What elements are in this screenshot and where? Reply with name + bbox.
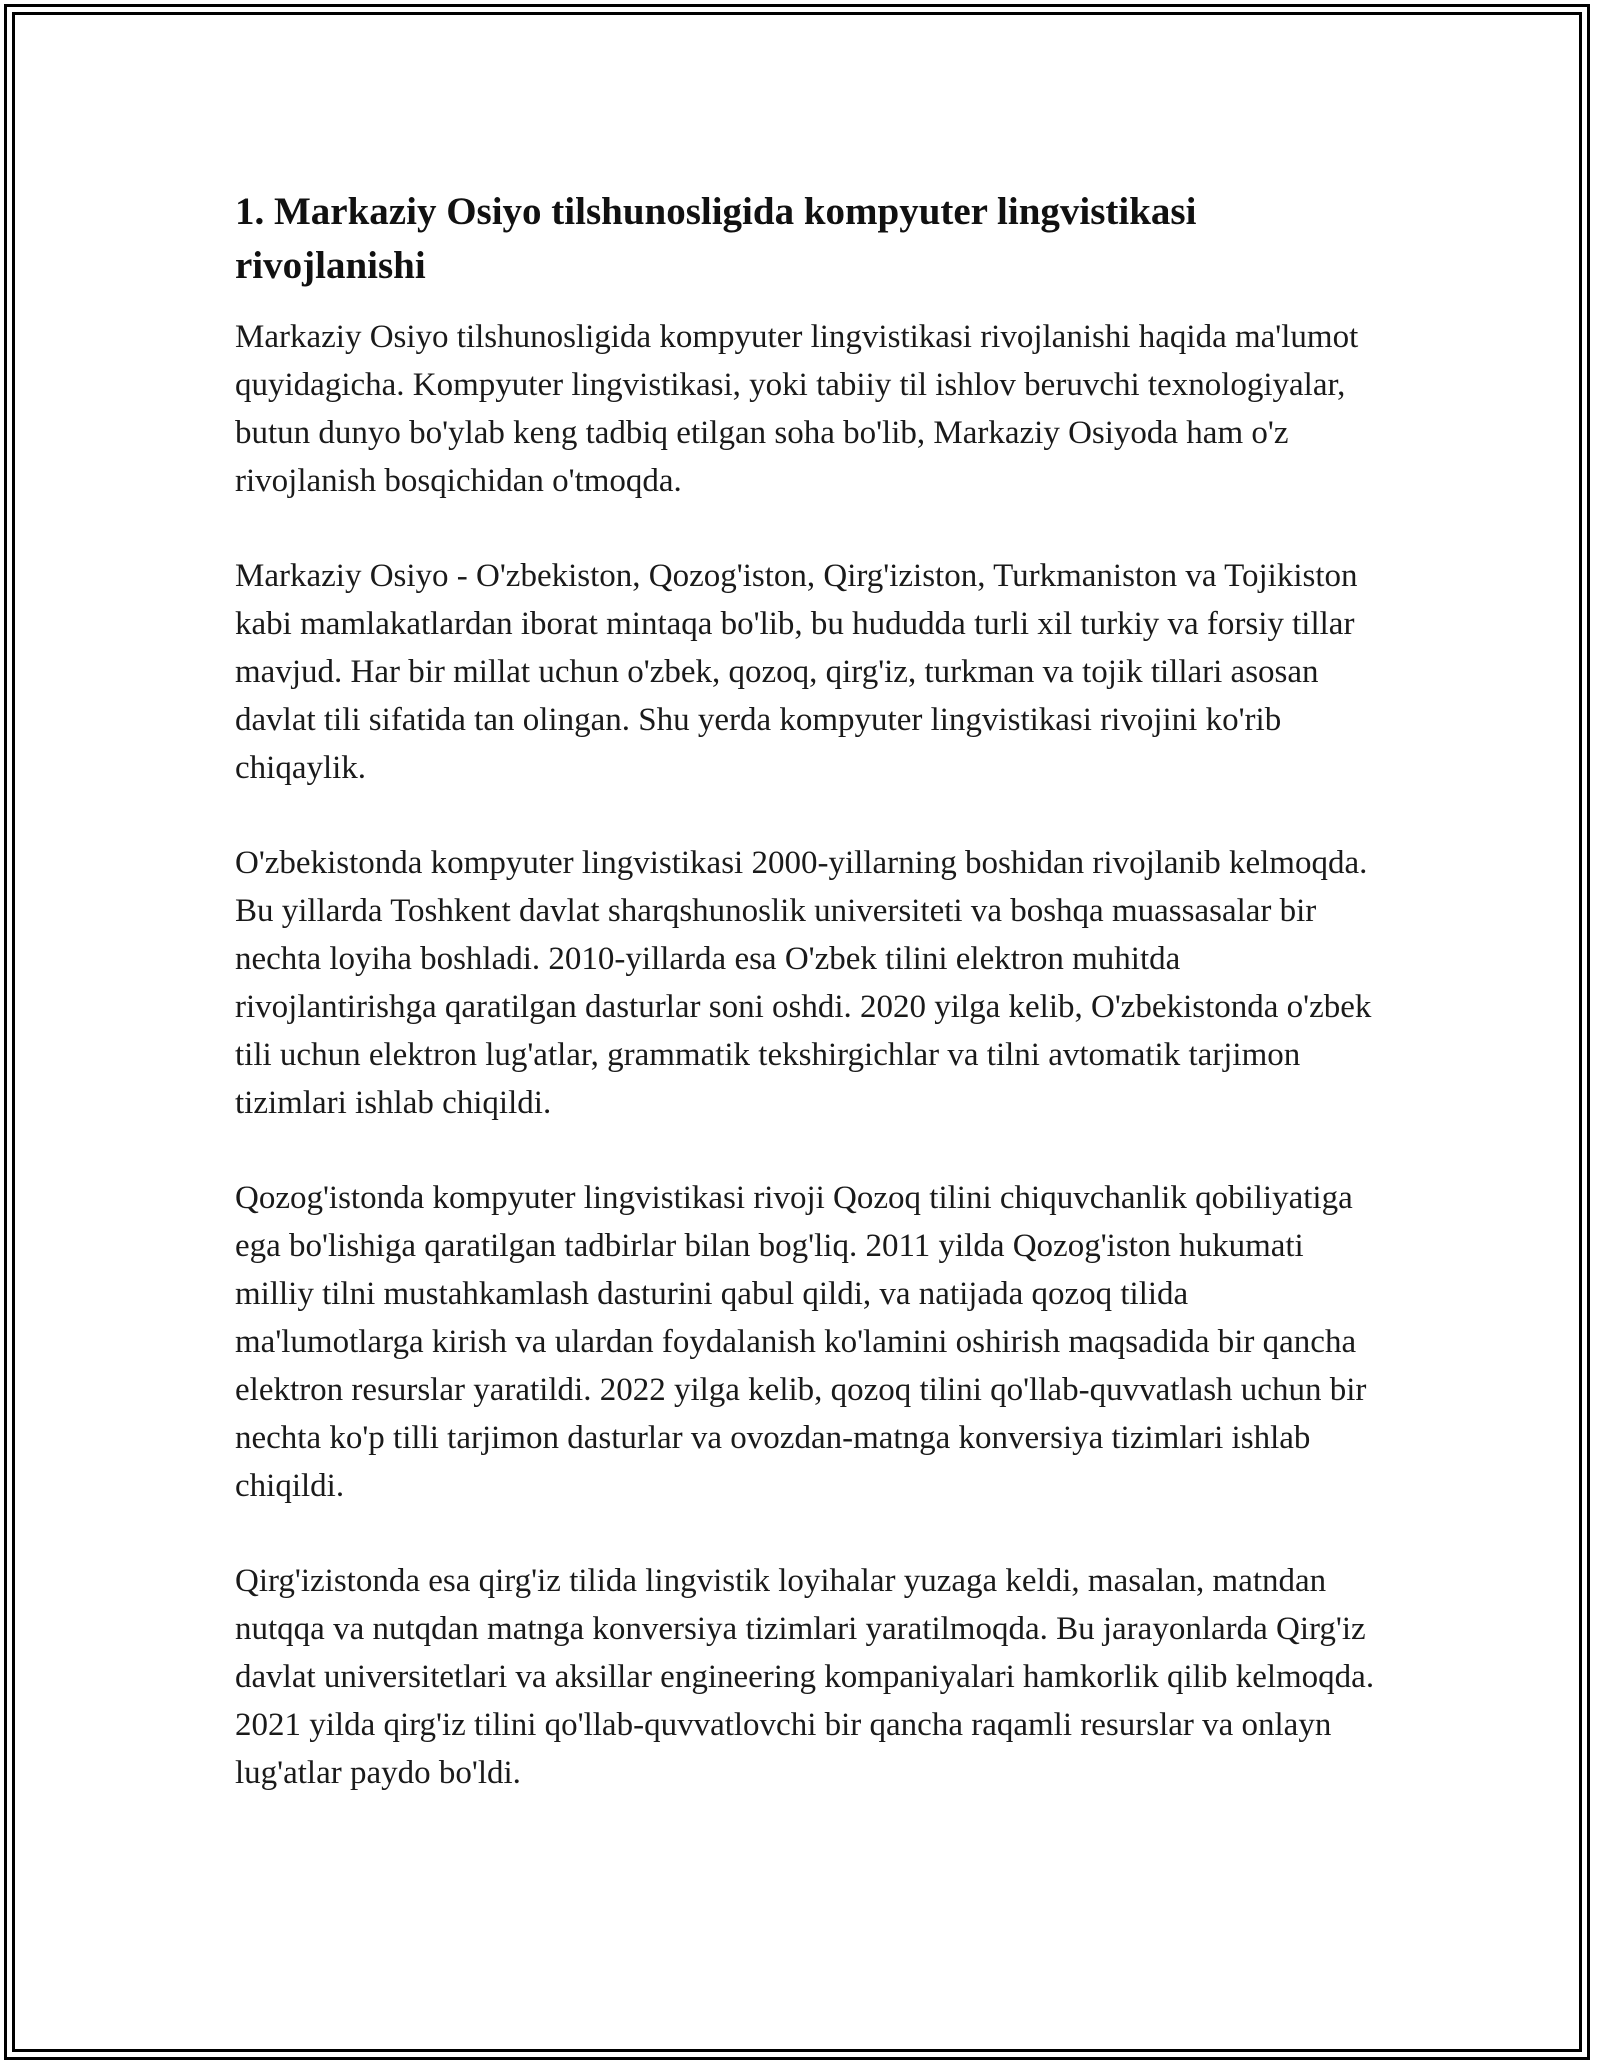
paragraph-kyrgyzstan: Qirg'izistonda esa qirg'iz tilida lingvistik loyihalar yuzaga keldi, masalan, matndan nutqqa va nutqdan matnga konversiya tizimlari yaratilmoqda. Bu jarayonlarda Qirg'iz davlat universitetlari va aksillar engineering kompaniyalari hamkorlik qilib kelmoqda. 2021 yilda qirg'iz tilini qo'llab-quvvatlovchi bir qancha raqamli resurslar va onlayn lug'atlar paydo bo'ldi.: [235, 1563, 1375, 1791]
paragraph-region: Markaziy Osiyo - O'zbekiston, Qozog'iston, Qirg'iziston, Turkmaniston va Tojikiston kabi mamlakatlardan iborat mintaqa bo'lib, bu hududda turli xil turkiy va forsiy tillar mavjud. Har bir millat uchun o'zbek, qozoq, qirg'iz, turkman va tojik tillari asosan davlat tili sifatida tan olingan. Shu yerda kompyuter lingvistikasi rivojini ko'rib chiqaylik.: [235, 558, 1358, 786]
paragraph-intro: Markaziy Osiyo tilshunosligida kompyuter lingvistikasi rivojlanishi haqida ma'lumot quyidagicha. Kompyuter lingvistikasi, yoki tabiiy til ishlov beruvchi texnologiyalar, butun dunyo bo'ylab keng tadbiq etilgan soha bo'lib, Markaziy Osiyoda ham o'z rivojlanish bosqichidan o'tmoqda.: [235, 319, 1359, 499]
section-heading: 1. Markaziy Osiyo tilshunosligida kompyuter lingvistikasi rivojlanishi: [235, 190, 1197, 287]
paragraph-kazakhstan: Qozog'istonda kompyuter lingvistikasi rivoji Qozoq tilini chiquvchanlik qobiliyatiga ega bo'lishiga qaratilgan tadbirlar bilan bog'liq. 2011 yilda Qozog'iston hukumati milliy tilni mustahkamlash dasturini qabul qildi, va natijada qozoq tilida ma'lumotlarga kirish va ulardan foydalanish ko'lamini oshirish maqsadida bir qancha elektron resurslar yaratildi. 2022 yilga kelib, qozoq tilini qo'llab-quvvatlash uchun bir nechta ko'p tilli tarjimon dasturlar va ovozdan-matnga konversiya tizimlari ishlab chiqildi.: [235, 1180, 1367, 1504]
paragraph-uzbekistan: O'zbekistonda kompyuter lingvistikasi 2000-yillarning boshidan rivojlanib kelmoqda. Bu yillarda Toshkent davlat sharqshunoslik universiteti va boshqa muassasalar bir nechta loyiha boshladi. 2010-yillarda esa O'zbek tilini elektron muhitda rivojlantirishga qaratilgan dasturlar soni oshdi. 2020 yilga kelib, O'zbekistonda o'zbek tili uchun elektron lug'atlar, grammatik tekshirgichlar va tilni avtomatik tarjimon tizimlari ishlab chiqildi.: [235, 845, 1372, 1121]
document-body: [235, 185, 1385, 1844]
